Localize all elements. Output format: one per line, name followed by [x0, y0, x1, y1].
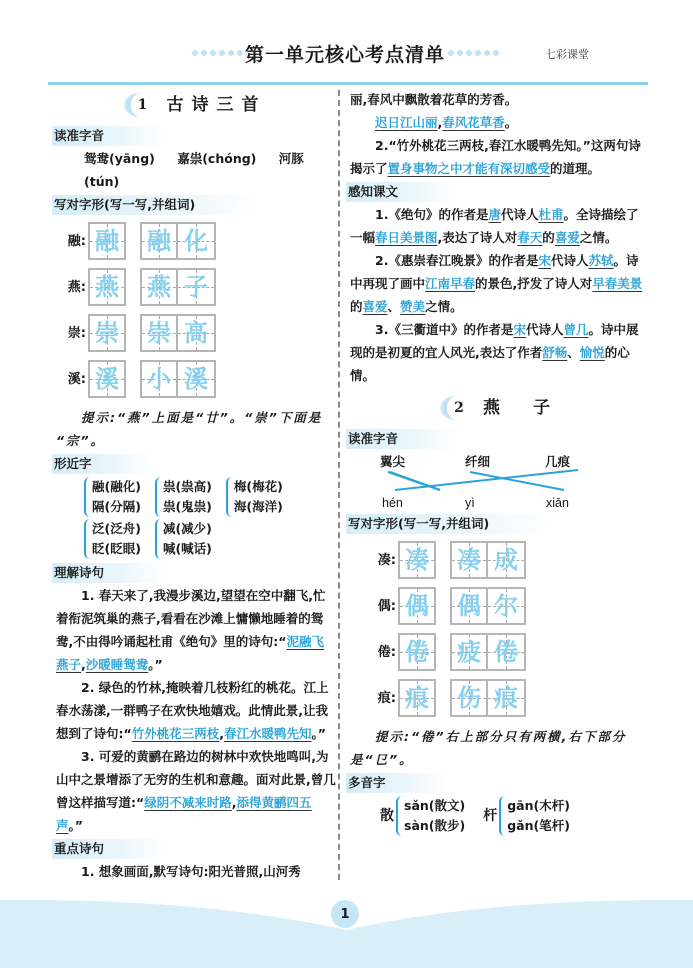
char-box: 燕 [88, 268, 126, 306]
char-box: 溪 [88, 360, 126, 398]
page-header [0, 40, 693, 70]
lesson-1-title [56, 88, 336, 122]
pronunciation-line [56, 147, 336, 193]
char-box: 凑 [450, 541, 488, 579]
char-box: 溪 [178, 360, 216, 398]
word: 几痕 [545, 454, 571, 469]
character-grid [350, 541, 650, 717]
page-number: 1 [331, 900, 359, 928]
grid-label: 燕: [67, 279, 86, 295]
answer-text: 春江水暖鸭先知 [223, 726, 312, 741]
char-box: 偶 [398, 587, 436, 625]
decorative-dots-right [448, 50, 499, 56]
char-group: 泛(泛舟) 眨(眨眼) [84, 519, 141, 559]
answer-text: 泥融飞燕子 [56, 634, 324, 672]
word-boxes [140, 314, 216, 352]
hint-text: 是“㔾”。 [350, 752, 414, 767]
word-boxes [450, 679, 526, 717]
grid-row [56, 222, 336, 260]
char-group: 减(减少) 喊(喊话) [155, 519, 212, 559]
word-boxes [450, 633, 526, 671]
brace-icon [84, 477, 90, 517]
polyphone-row [350, 796, 650, 836]
answer-text: 迟日江山丽 [375, 115, 438, 130]
grid-row [350, 541, 650, 579]
character-grid [56, 222, 336, 398]
brace-icon [396, 796, 402, 836]
section-heading: 重点诗句 [52, 839, 164, 859]
grid-label: 溪: [67, 371, 86, 387]
brace-icon [84, 519, 90, 559]
char-box: 偶 [450, 587, 488, 625]
word: 翼尖 [380, 454, 406, 469]
char-box: 倦 [398, 633, 436, 671]
lesson-2-title [350, 391, 650, 425]
left-column [56, 88, 336, 883]
paragraph: 2. 绿色的竹林,掩映着几枝粉红的桃花。江上春水荡漾,一群鸭子在欢快地嬉戏。此情此景,让我想到了诗句:“竹外桃花三两枝,春江水暖鸭先知。” [56, 680, 329, 741]
paragraph: 3.《三衢道中》的作者是宋代诗人曾几。诗中展现的是初夏的宜人风光,表达了作者舒畅、愉悦的心情。 [350, 322, 639, 383]
char-box: 疲 [450, 633, 488, 671]
char-box: 成 [488, 541, 526, 579]
char-box: 高 [178, 314, 216, 352]
grid-row [350, 633, 650, 671]
paragraph: 3. 可爱的黄鹂在路边的树林中欢快地鸣叫,为山中之景增添了无穷的生机和意趣。面对此景,曾几曾这样描写道:“绿阴不减来时路,添得黄鹂四五声。” [56, 749, 336, 833]
right-column [350, 88, 650, 836]
brace-icon [155, 477, 161, 517]
lesson-name: 古诗三首 [166, 94, 267, 115]
section-heading: 读准字音 [346, 429, 458, 449]
char-box: 凑 [398, 541, 436, 579]
char-box: 燕 [140, 268, 178, 306]
polyphone-char: 散 [380, 807, 394, 824]
similar-chars-row [56, 477, 336, 517]
answer-line: 迟日江山丽,春风花草香。 [375, 115, 518, 130]
char-box: 痕 [398, 679, 436, 717]
lesson-number-badge: 1 [126, 93, 155, 117]
pronunciation-item: 鸳鸯(yāng) [84, 151, 155, 166]
char-box: 尔 [488, 587, 526, 625]
polyphone-char: 杆 [483, 807, 498, 824]
answer-text: 添得黄鹂四五声 [56, 795, 312, 833]
answer-text: 绿阴不减来时路 [144, 795, 232, 810]
char-box: 倦 [488, 633, 526, 671]
brand-label: 七彩课堂 [545, 48, 589, 61]
header-rule [48, 82, 648, 85]
brace-icon [499, 796, 505, 836]
brace-icon [155, 519, 161, 559]
grid-label: 崇: [67, 325, 86, 341]
section-heading: 形近字 [52, 454, 152, 474]
grid-row [350, 587, 650, 625]
paragraph: 2.“竹外桃花三两枝,春江水暖鸭先知。”这两句诗揭示了置身事物之中才能有深切感受的道理。 [350, 138, 641, 176]
answer-text: 沙暖睡鸳鸯 [85, 657, 149, 672]
char-box: 崇 [140, 314, 178, 352]
section-heading: 理解诗句 [52, 563, 164, 583]
paragraph: 丽,春风中飘散着花草的芳香。 [350, 92, 518, 107]
char-group: 融(融化) 隔(分隔) [84, 477, 141, 517]
char-box: 融 [140, 222, 178, 260]
paragraph: 1. 想象画面,默写诗句:阳光普照,山河秀 [81, 864, 301, 879]
grid-row [350, 679, 650, 717]
decorative-dots-left [192, 50, 243, 56]
grid-row [56, 268, 336, 306]
reading-group: sǎn(散文) sàn(散步) [396, 796, 465, 836]
section-heading: 感知课文 [346, 182, 458, 202]
lesson-number-badge: 2 [442, 396, 471, 420]
paragraph: 1. 春天来了,我漫步溪边,望望在空中翻飞,忙着衔泥筑巢的燕子,看看在沙滩上慵懒地睡着的鸳鸯,不由得吟诵起杜甫《绝句》里的诗句:“泥融飞燕子,沙暖睡鸳鸯。” [56, 588, 326, 672]
grid-row [56, 314, 336, 352]
hint-text: 提示:“倦”右上部分只有两横,右下部分 [375, 729, 627, 744]
pronunciation-item: 嘉祟(chóng) [177, 151, 257, 166]
section-heading: 多音字 [346, 773, 446, 793]
grid-label: 融: [67, 233, 86, 249]
word-boxes [450, 587, 526, 625]
pinyin-matching [350, 450, 650, 512]
answer-text: 置身事物之中才能有深切感受 [387, 161, 551, 176]
char-box: 化 [178, 222, 216, 260]
char-group: 梅(梅花) 海(海洋) [226, 477, 283, 517]
answer-text: 竹外桃花三两枝 [131, 726, 220, 741]
word: 纤细 [465, 454, 491, 469]
page-title: 第一单元核心考点清单 [245, 44, 446, 66]
pinyin: xiān [546, 496, 569, 510]
hint-text: 提示:“燕”上面是“廿”。“崇”下面是 [81, 410, 323, 425]
grid-label: 凑: [377, 552, 396, 568]
pinyin: hén [382, 496, 403, 510]
section-heading: 写对字形(写一写,并组词) [346, 514, 549, 534]
paragraph: 2.《惠崇春江晚景》的作者是宋代诗人苏轼。诗中再现了画中江南早春的景色,抒发了诗人对早春美景的喜爱、赞美之情。 [350, 253, 643, 314]
grid-row [56, 360, 336, 398]
char-group: 祟(祟高) 祟(鬼祟) [155, 477, 212, 517]
word-boxes [140, 268, 216, 306]
lesson-name: 燕 子 [483, 397, 558, 418]
answer-text: 春风花草香 [442, 115, 505, 130]
pinyin: yì [465, 496, 475, 510]
column-divider [338, 90, 340, 880]
char-box: 小 [140, 360, 178, 398]
word-boxes [140, 222, 216, 260]
grid-label: 倦: [377, 644, 396, 660]
grid-label: 痕: [377, 690, 396, 706]
section-heading: 读准字音 [52, 126, 164, 146]
word-boxes [450, 541, 526, 579]
char-box: 痕 [488, 679, 526, 717]
reading-group: gān(木杆) gǎn(笔杆) [499, 796, 570, 836]
char-box: 伤 [450, 679, 488, 717]
similar-chars-row [56, 519, 336, 559]
pronunciation-item: 河豚(tún) [84, 151, 304, 189]
char-box: 融 [88, 222, 126, 260]
section-heading: 写对字形(写一写,并组词) [52, 195, 255, 215]
brace-icon [226, 477, 232, 517]
hint-text: “宗”。 [56, 433, 106, 448]
word-boxes [140, 360, 216, 398]
paragraph: 1.《绝句》的作者是唐代诗人杜甫。全诗描绘了一幅春日美景图,表达了诗人对春天的喜爱之情。 [350, 207, 639, 245]
char-box: 子 [178, 268, 216, 306]
grid-label: 偶: [377, 598, 396, 614]
char-box: 崇 [88, 314, 126, 352]
